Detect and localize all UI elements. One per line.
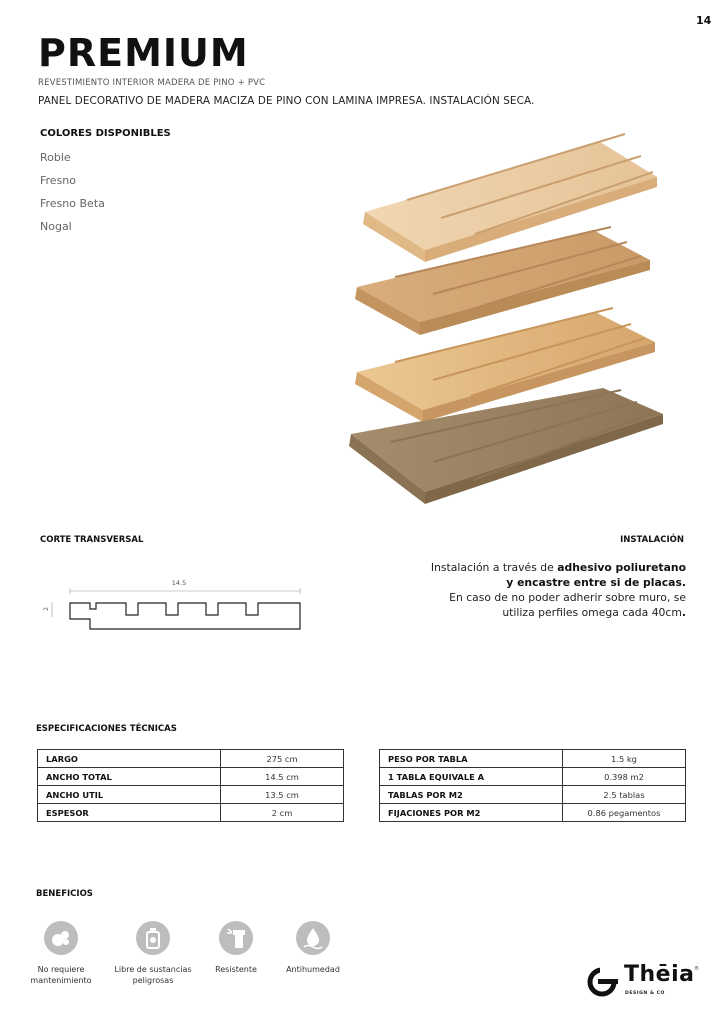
spec-label: TABLAS POR M2 bbox=[380, 786, 563, 804]
benefit-no-maintenance bbox=[16, 921, 106, 986]
spec-value: 1.5 kg bbox=[563, 750, 686, 768]
benefit-label: Antihumedad bbox=[286, 965, 340, 974]
spec-value: 2.5 tablas bbox=[563, 786, 686, 804]
specs-heading: ESPECIFICACIONES TÉCNICAS bbox=[36, 724, 177, 734]
spec-label: ESPESOR bbox=[38, 804, 221, 822]
installation-heading: INSTALACIÓN bbox=[620, 535, 684, 545]
cross-section-drawing bbox=[38, 575, 308, 635]
inst-line1-bold: adhesivo poliuretano bbox=[557, 561, 686, 574]
inst-line2-bold: y encastre entre si de placas. bbox=[506, 576, 686, 589]
table-row bbox=[380, 750, 686, 768]
brand-logo-icon bbox=[586, 966, 618, 998]
profile-outline bbox=[70, 603, 300, 629]
table-row bbox=[38, 750, 344, 768]
table-row bbox=[380, 786, 686, 804]
water-drop-icon bbox=[296, 921, 330, 955]
cross-section-heading: CORTE TRANSVERSAL bbox=[40, 535, 144, 545]
brand-name: Thēia bbox=[624, 962, 695, 987]
color-item-fresno: Fresno bbox=[40, 174, 77, 187]
width-label: 14.5 bbox=[171, 579, 187, 587]
bottle-icon bbox=[136, 921, 170, 955]
benefit-label: mantenimiento bbox=[30, 976, 92, 985]
color-item-fresno-beta: Fresno Beta bbox=[40, 197, 105, 210]
spec-value: 2 cm bbox=[221, 804, 344, 822]
brand-registered: ® bbox=[694, 966, 699, 972]
table-row bbox=[380, 768, 686, 786]
spec-value: 13.5 cm bbox=[221, 786, 344, 804]
table-row bbox=[380, 804, 686, 822]
spec-value: 0.86 pegamentos bbox=[563, 804, 686, 822]
table-row bbox=[38, 786, 344, 804]
colors-heading: COLORES DISPONIBLES bbox=[40, 128, 171, 139]
benefits-heading: BENEFICIOS bbox=[36, 889, 93, 899]
inst-line4: utiliza perfiles omega cada 40cm bbox=[502, 606, 682, 619]
inst-line4-end: . bbox=[681, 606, 686, 619]
inst-line1-text: Instalación a través de bbox=[430, 561, 558, 574]
benefit-label: No requiere bbox=[37, 965, 85, 974]
color-item-roble: Roble bbox=[40, 151, 71, 164]
page-number: 14 bbox=[696, 14, 712, 27]
benefit-label: Libre de sustancias bbox=[114, 965, 192, 974]
page-subtitle: REVESTIMIENTO INTERIOR MADERA DE PINO + PVC bbox=[38, 78, 266, 88]
installation-text bbox=[380, 560, 686, 620]
spray-icon bbox=[219, 921, 253, 955]
spec-label: FIJACIONES POR M2 bbox=[380, 804, 563, 822]
page-title: PREMIUM bbox=[38, 31, 249, 75]
brand-tagline: DESIGN & CO bbox=[625, 991, 665, 996]
color-item-nogal: Nogal bbox=[40, 220, 72, 233]
spec-label: PESO POR TABLA bbox=[380, 750, 563, 768]
height-label: 2 bbox=[43, 607, 50, 611]
benefit-label: peligrosas bbox=[132, 976, 174, 985]
product-description: PANEL DECORATIVO DE MADERA MACIZA DE PINO CON LAMINA IMPRESA. INSTALACIÓN SECA. bbox=[38, 95, 535, 107]
table-row bbox=[38, 768, 344, 786]
specs-table-right bbox=[379, 749, 686, 822]
benefit-anti-humidity bbox=[268, 921, 358, 975]
spec-value: 0.398 m2 bbox=[563, 768, 686, 786]
specs-table-left bbox=[37, 749, 344, 822]
inst-line3: En caso de no poder adherir sobre muro, se bbox=[449, 591, 686, 604]
spec-value: 14.5 cm bbox=[221, 768, 344, 786]
spec-label: LARGO bbox=[38, 750, 221, 768]
benefit-label: Resistente bbox=[215, 965, 257, 974]
spec-label: 1 TABLA EQUIVALE A bbox=[380, 768, 563, 786]
benefit-free-of-hazardous bbox=[108, 921, 198, 986]
cleaning-icon bbox=[44, 921, 78, 955]
table-row bbox=[38, 804, 344, 822]
product-image bbox=[345, 132, 670, 517]
spec-label: ANCHO UTIL bbox=[38, 786, 221, 804]
spec-value: 275 cm bbox=[221, 750, 344, 768]
spec-label: ANCHO TOTAL bbox=[38, 768, 221, 786]
